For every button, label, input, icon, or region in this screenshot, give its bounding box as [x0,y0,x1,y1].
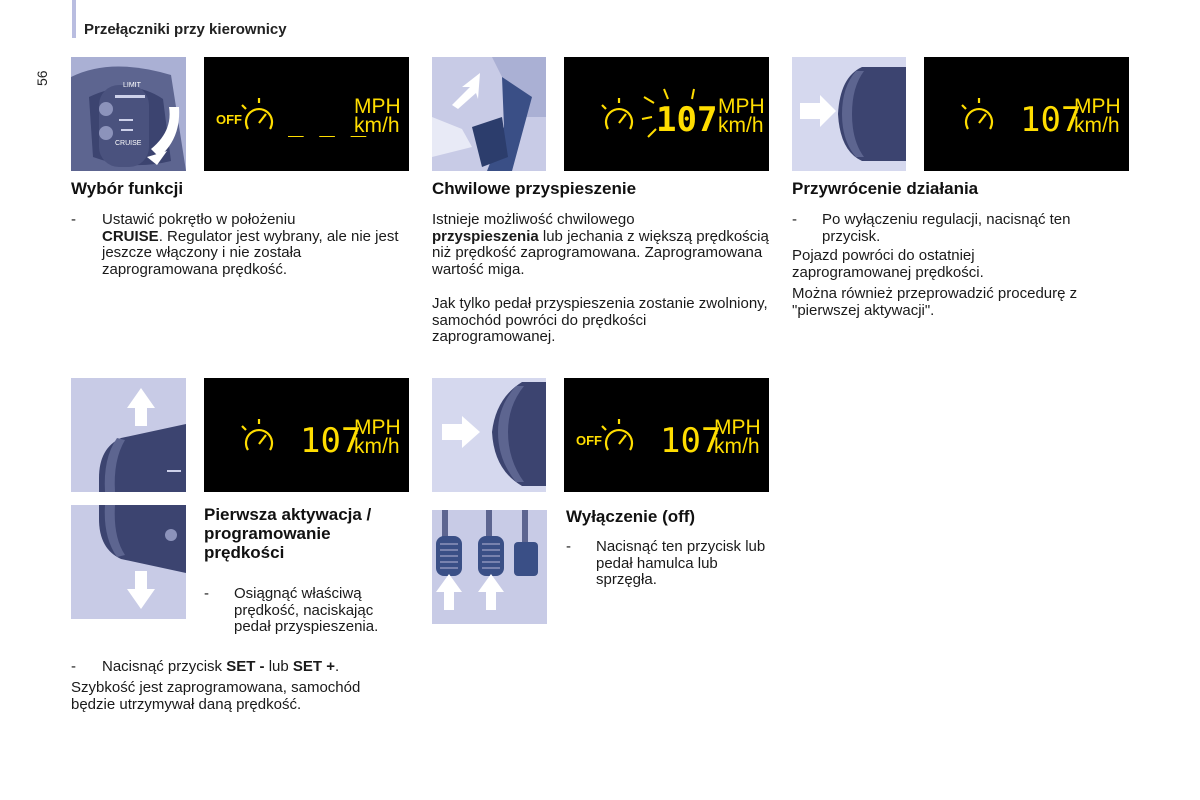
lcd-unit-mph: MPH [714,416,761,439]
restore-bullet: - Po wyłączeniu regulacji, nacisnąć ten przycisk. [792,211,1071,245]
lcd-unit-mph: MPH [718,95,765,118]
lcd-display-restore [924,57,1129,171]
cruise-gauge-icon [602,419,632,450]
first-activation-bullet-1: - Osiągnąć właściwą prędkość, naciskając pedał przyspieszenia. [204,585,379,635]
lcd-unit-kmh: km/h [714,435,760,458]
lcd-unit-kmh: km/h [354,435,400,458]
first-activation-bullet-2: - Nacisnąć przycisk SET - lub SET +. [71,658,340,675]
stalk-label-cruise: CRUISE [115,140,142,147]
stalk-cruise-illustration [71,57,186,171]
lcd-display-flashing [564,57,769,171]
set-plus-label: SET + [292,658,336,675]
function-select-bullet: - Ustawić pokrętło w położeniu CRUISE. Regulator jest wybrany, ale nie jest jeszcze włączony i nie została zaprogramowana prędkość. [71,211,399,278]
set-minus-label: SET - [226,658,265,675]
page-number: 56 [34,70,50,86]
lcd-speed-flashing: 107 [656,100,718,140]
stalk-end-button-off-illustration [432,378,546,492]
pedals-illustration [432,510,547,624]
cruise-gauge-icon [242,419,272,450]
header-accent-bar [72,0,76,38]
section-title-acceleration: Chwilowe przyspieszenie [432,179,637,198]
function-select-text: Ustawić pokrętło w położeniu [102,211,296,228]
acceleration-paragraph-1: Istnieje możliwość chwilowego przyspieszenia lub jechania z większą prędkością niż prędkość zaprogramowana. Zaprogramowana wartość miga. [432,211,769,278]
stalk-label-limit: LIMIT [123,82,141,89]
lcd-unit-kmh: km/h [354,114,400,137]
stalk-end-button-illustration [792,57,906,171]
lcd-display-off [564,378,769,492]
lcd-unit-kmh: km/h [718,114,764,137]
section-title-first-activation: Pierwsza aktywacja / programowanie prędkości [204,505,372,562]
page-header-title: Przełączniki przy kierownicy [84,21,287,38]
section-title-off: Wyłączenie (off) [566,507,696,526]
function-select-bold: CRUISE [102,227,159,245]
section-title-function-select: Wybór funkcji [71,179,184,198]
lcd-speed-value: 107 [1020,100,1082,140]
lcd-unit-mph: MPH [1074,95,1121,118]
section-title-restore: Przywrócenie działania [792,179,979,198]
lcd-unit-mph: MPH [354,416,401,439]
stalk-set-up-illustration [71,378,186,492]
function-select-rest: . Regulator jest wybrany, ale nie jest jeszcze włączony i nie została zaprogramowana prędkość. [102,227,399,278]
restore-paragraph-1: Pojazd powróci do ostatniej zaprogramowanej prędkości. [792,247,984,281]
lcd-off-label: OFF [216,112,242,127]
lcd-off-label: OFF [576,433,602,448]
accelerator-pedal-illustration [432,57,546,171]
cruise-gauge-icon [242,98,272,129]
lcd-unit-kmh: km/h [1074,114,1120,137]
lcd-speed-value: 107 [660,421,722,461]
lcd-display-off-dashes [204,57,409,171]
lcd-unit-mph: MPH [354,95,401,118]
cruise-gauge-icon [962,98,992,129]
lcd-display-first-activation [204,378,409,492]
lcd-speed-value: 107 [300,421,362,461]
stalk-set-down-illustration [71,505,186,619]
off-bullet: - Nacisnąć ten przycisk lub pedał hamulca lub sprzęgła. [566,538,766,588]
first-activation-paragraph: Szybkość jest zaprogramowana, samochód będzie utrzymywał daną prędkość. [71,679,361,713]
cruise-gauge-icon [602,98,632,129]
restore-paragraph-2: Można również przeprowadzić procedurę z "pierwszej aktywacji". [792,285,1078,319]
acceleration-paragraph-2: Jak tylko pedał przyspieszenia zostanie zwolniony, samochód powróci do prędkości zaprogramowanej. [432,295,768,345]
lcd-dashes: _ _ _ [288,108,367,138]
